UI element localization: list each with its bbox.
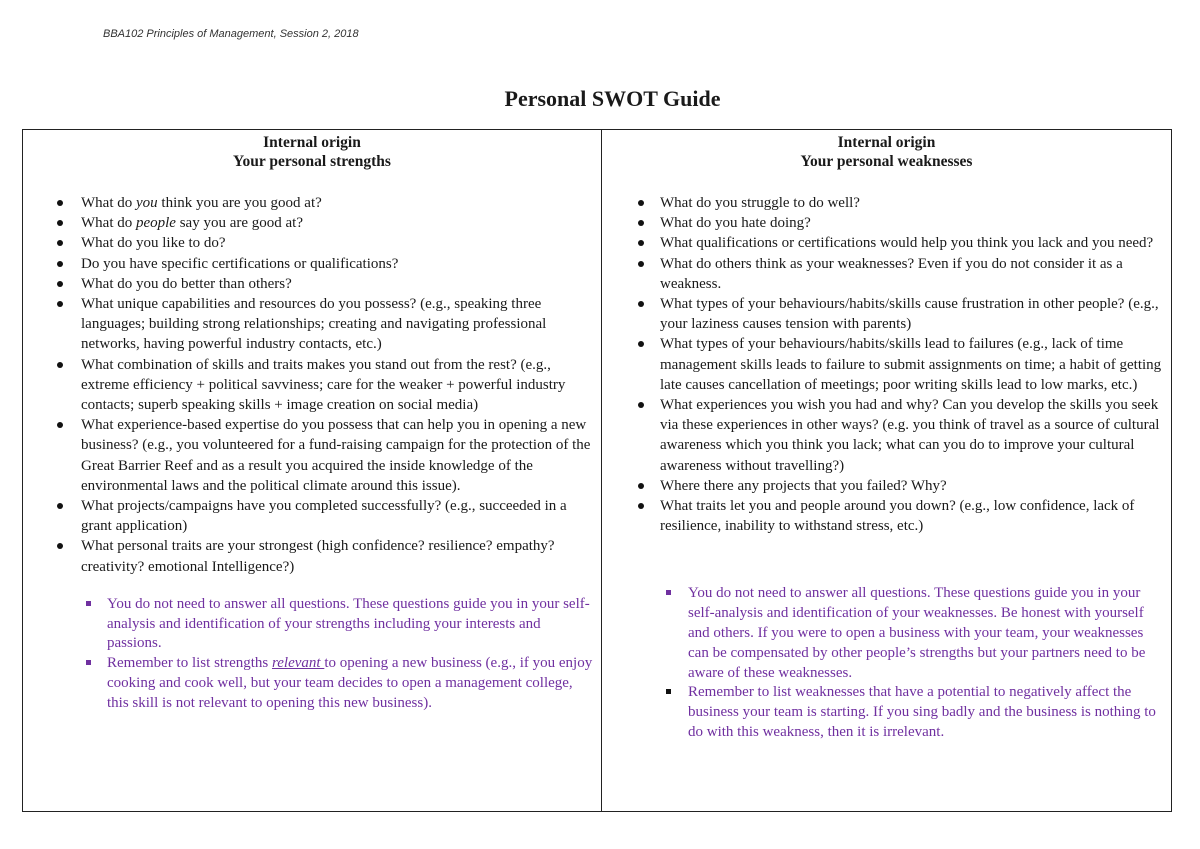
note-item [23,595,601,654]
bullet-icon [57,240,63,246]
weaknesses-heading-title: Your personal weaknesses [800,153,973,170]
weaknesses-heading-origin: Internal origin [837,134,936,151]
list-item [23,415,601,496]
bullet-icon [638,261,644,267]
question-text-part: say you are good at? [175,215,304,232]
square-bullet-icon [86,660,91,665]
note-item [602,584,1171,683]
bullet-icon [638,240,644,246]
question-text: What do others think as your weaknesses? Even if you do not consider it as a weakness. [660,255,1123,292]
question-text: What do you hate doing? [660,215,811,232]
list-item [23,294,601,355]
question-text: What do you like to do? [81,235,226,252]
strengths-cell [23,130,602,811]
question-text: What unique capabilities and resources do you possess? (e.g., speaking three languages; building strong relationships; creating and navigating professional networks, having powerful industry contacts, etc.) [81,296,547,353]
bullet-icon [638,220,644,226]
list-item [602,294,1171,334]
list-item [602,233,1171,253]
strengths-heading-origin: Internal origin [263,134,361,151]
question-text: What do you struggle to do well? [660,195,860,211]
question-text: What personal traits are your strongest (high confidence? resilience? empathy? creativity? emotional Intelligence?) [81,538,555,575]
question-text: Do you have specific certifications or qualifications? [81,255,399,272]
question-text: What experience-based expertise do you possess that can help you in opening a new business? (e.g., you volunteered for a fund-raising campaign for the protection of the Great Barrier Reef and as a result you acquired the inside knowledge of the environmental laws and the political climate around this issue). [81,417,591,494]
weaknesses-cell [602,130,1171,811]
note-emphasis: relevant [271,655,325,672]
page-title: Personal SWOT Guide [504,86,721,111]
list-item [23,213,601,233]
bullet-icon [638,483,644,489]
list-item [602,496,1171,536]
question-text: What experiences you wish you had and why? Can you develop the skills you seek via these experiences in other ways? (e.g. you think of travel as a source of cultural awareness which you think you lack; what can you do to improve your cultural awareness without travelling?) [660,397,1160,474]
bullet-icon [57,543,63,549]
question-text: What types of your behaviours/habits/skills cause frustration in other people? (e.g., your laziness causes tension with parents) [660,296,1159,333]
note-text-part: to opening a new business (e.g., if you enjoy cooking and cook well, but your team decides to open a management college, this skill is not relevant to opening this new business). [107,655,593,711]
course-header: BBA102 Principles of Management, Session 2, 2018 [103,28,359,40]
question-text: What qualifications or certifications would help you think you lack and you need? [660,235,1154,252]
question-text: Where there any projects that you failed? Why? [660,477,947,494]
list-item [602,254,1171,294]
list-item [23,496,601,536]
bullet-icon [57,220,63,226]
question-text-part: What do [81,215,136,232]
question-text: What projects/campaigns have you completed successfully? (e.g., succeeded in a grant application) [81,498,567,535]
square-bullet-icon [666,689,671,694]
list-item [602,193,1171,213]
list-item [602,334,1171,395]
list-item [602,476,1171,496]
strengths-notes [23,595,601,714]
question-text: What combination of skills and traits makes you stand out from the rest? (e.g., extreme efficiency + political savviness; care for the weaker + powerful industry contacts; superb speaking skills + image creation on social media) [81,356,566,414]
strengths-question-list [23,193,601,577]
weaknesses-heading [602,130,1171,171]
list-item [23,355,601,416]
list-item [602,395,1171,476]
bullet-icon [57,281,63,287]
swot-table [22,129,1172,812]
square-bullet-icon [86,601,91,606]
bullet-icon [638,341,644,347]
question-text: What do you do better than others? [81,275,292,292]
question-text: What traits let you and people around you down? (e.g., low confidence, lack of resilience, inability to withstand stress, etc.) [660,498,1135,535]
question-text-part: think you are you good at? [157,195,322,211]
weaknesses-question-list [602,193,1171,536]
weaknesses-notes [602,584,1171,742]
bullet-icon [57,261,63,267]
bullet-icon [57,301,63,307]
bullet-icon [638,402,644,408]
bullet-icon [57,362,63,368]
list-item [23,274,601,294]
bullet-icon [57,422,63,428]
question-emphasis: people [135,215,176,232]
note-text-part: Remember to list strengths [107,655,272,672]
note-item [23,654,601,713]
bullet-icon [638,503,644,509]
list-item [23,254,601,274]
bullet-icon [638,200,644,206]
bullet-icon [638,301,644,307]
note-item [602,683,1171,742]
note-text: You do not need to answer all questions. These questions guide you in your self-analysis and identification of your weaknesses. Be honest with yourself and others. If you were to open a business with your team, your weaknesses can be compensated by other people’s strengths but your partners need to be aware of these weaknesses. [688,585,1146,681]
strengths-heading-title: Your personal strengths [233,153,391,170]
strengths-heading [23,130,601,171]
list-item [23,233,601,253]
note-text: You do not need to answer all questions. These questions guide you in your self-analysis and identification of your strengths including your interests and passions. [107,595,590,652]
bullet-icon [57,503,63,509]
note-text: Remember to list weaknesses that have a potential to negatively affect the business your team is starting. If you sing badly and the business is nothing to do with this weakness, then it is irrelevant. [688,684,1156,741]
bullet-icon [57,200,63,206]
list-item [602,213,1171,233]
question-text-part: What do [81,195,136,211]
question-emphasis: you [135,195,158,211]
question-text: What types of your behaviours/habits/skills lead to failures (e.g., lack of time management skills leads to failure to submit assignments on time; a habit of getting late causes cancellation of meetings; poor writing skills lead to low marks, etc.) [660,336,1162,393]
square-bullet-icon [666,590,671,595]
list-item [23,193,601,213]
list-item [23,536,601,576]
